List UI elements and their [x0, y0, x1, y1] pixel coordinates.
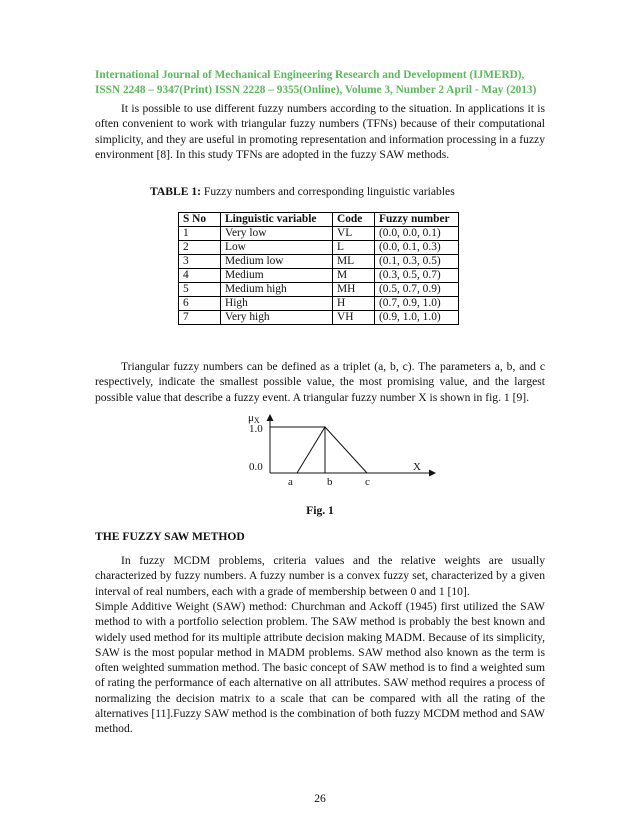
table-header-row	[179, 213, 459, 227]
cell-fuzzy: (0.0, 0.0, 0.1)	[375, 227, 459, 241]
cell-variable: Low	[221, 241, 333, 255]
cell-sno: 5	[179, 283, 221, 297]
header-linguistic-variable: Linguistic variable	[221, 213, 333, 227]
cell-fuzzy: (0.3, 0.5, 0.7)	[375, 269, 459, 283]
section-title: THE FUZZY SAW METHOD	[95, 530, 245, 543]
header-fuzzy-number: Fuzzy number	[375, 213, 459, 227]
x-tick-a: a	[288, 476, 293, 488]
table-row	[179, 227, 459, 241]
mcdm-paragraph: In fuzzy MCDM problems, criteria values and the relative weights are usually characterized by fuzzy numbers. A fuzzy number is a convex fuzzy set, characterized by a given interval of real numbers, each with a grade of membership between 0 and 1 [10].	[95, 554, 545, 598]
cell-code: M	[333, 269, 375, 283]
cell-variable: Medium high	[221, 283, 333, 297]
intro-paragraph: It is possible to use different fuzzy numbers according to the situation. In applications it is often convenient to work with triangular fuzzy numbers (TFNs) because of their computational simplicity, and they are useful in promoting representation and information processing in a fuzzy environment [8]. In this study TFNs are adopted in the fuzzy SAW methods.	[95, 102, 545, 161]
cell-code: VL	[333, 227, 375, 241]
cell-fuzzy: (0.1, 0.3, 0.5)	[375, 255, 459, 269]
cell-code: H	[333, 297, 375, 311]
table-row	[179, 255, 459, 269]
cell-variable: Very high	[221, 311, 333, 325]
y-tick-one: 1.0	[249, 423, 263, 435]
cell-fuzzy: (0.5, 0.7, 0.9)	[375, 283, 459, 297]
cell-sno: 1	[179, 227, 221, 241]
saw-paragraph: Simple Additive Weight (SAW) method: Churchman and Ackoff (1945) first utilized the SAW method to with a portfolio selection problem. The SAW method is probably the best known and widely used method for its multiple attribute decision making MADM. Because of its simplicity, SAW is the most popular method in MADM problems. SAW method also known as the term is often weighted summation method. The basic concept of SAW method is to find a weighted sum of rating the performance of each alternative on all attributes. SAW method requires a process of normalizing the decision matrix to a scale that can be compared with all the rating of the alternatives [11].Fuzzy SAW method is the combination of both fuzzy MCDM method and SAW method.	[95, 600, 545, 736]
header-code: Code	[333, 213, 375, 227]
page-number: 26	[314, 792, 326, 805]
triangle-membership-function	[297, 427, 367, 473]
y-axis-label: μX	[248, 413, 260, 425]
cell-variable: Medium low	[221, 255, 333, 269]
cell-variable: Very low	[221, 227, 333, 241]
table-caption	[150, 185, 455, 198]
cell-variable: Medium	[221, 269, 333, 283]
tfn-paragraph: Triangular fuzzy numbers can be defined as a triplet (a, b, c). The parameters a, b, and c respectively, indicate the smallest possible value, the most promising value, and the largest possible value that describe a fuzzy event. A triangular fuzzy number X is shown in fig. 1 [9].	[95, 360, 545, 404]
cell-fuzzy: (0.7, 0.9, 1.0)	[375, 297, 459, 311]
cell-sno: 2	[179, 241, 221, 255]
cell-sno: 3	[179, 255, 221, 269]
cell-sno: 4	[179, 269, 221, 283]
journal-header: International Journal of Mechanical Engineering Research and Development (IJMERD), ISSN 2248 – 9347(Print) ISSN 2228 – 9355(Online), Volume 3, Number 2 April - May (2013)	[95, 69, 537, 96]
fuzzy-numbers-table	[178, 212, 459, 325]
table-caption-label: TABLE 1:	[150, 185, 201, 198]
cell-code: VH	[333, 311, 375, 325]
table-row	[179, 283, 459, 297]
x-tick-b: b	[327, 476, 333, 488]
figure-caption: Fig. 1	[306, 504, 334, 517]
table-row	[179, 311, 459, 325]
x-axis-label: X	[413, 461, 421, 473]
cell-fuzzy: (0.9, 1.0, 1.0)	[375, 311, 459, 325]
cell-code: MH	[333, 283, 375, 297]
table-row	[179, 241, 459, 255]
cell-code: L	[333, 241, 375, 255]
triangular-fuzzy-number-figure	[230, 413, 450, 493]
cell-variable: High	[221, 297, 333, 311]
x-tick-c: c	[365, 476, 370, 488]
cell-fuzzy: (0.0, 0.1, 0.3)	[375, 241, 459, 255]
cell-code: ML	[333, 255, 375, 269]
header-sno: S No	[179, 213, 221, 227]
table-caption-text: Fuzzy numbers and corresponding linguistic variables	[201, 185, 455, 198]
y-tick-origin: 0.0	[249, 461, 263, 473]
cell-sno: 6	[179, 297, 221, 311]
table-row	[179, 297, 459, 311]
table-row	[179, 269, 459, 283]
cell-sno: 7	[179, 311, 221, 325]
